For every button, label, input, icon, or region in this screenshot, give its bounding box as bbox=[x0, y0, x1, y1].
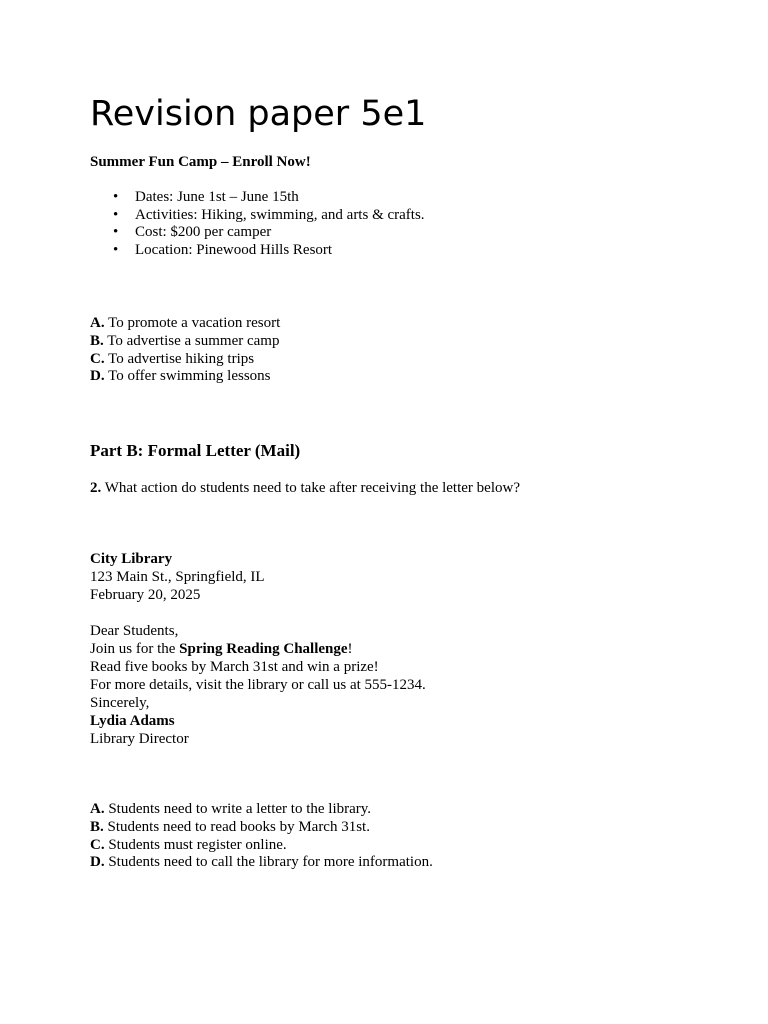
option-letter: A. bbox=[90, 315, 105, 331]
list-item bbox=[90, 242, 425, 260]
invitation-suffix: ! bbox=[347, 641, 353, 657]
answer-option-b bbox=[90, 819, 433, 837]
bullet-icon: • bbox=[113, 224, 119, 241]
answer-option-d bbox=[90, 854, 433, 872]
option-letter: D. bbox=[90, 368, 105, 385]
letter-spacer bbox=[90, 604, 426, 622]
question-number: 2. bbox=[90, 480, 102, 496]
letter-sender: City Library bbox=[90, 551, 173, 567]
bullet-icon: • bbox=[113, 206, 119, 223]
formal-letter bbox=[90, 550, 426, 748]
option-text: Students need to call the library for more information. bbox=[104, 854, 433, 871]
option-text: To promote a vacation resort bbox=[104, 315, 281, 331]
letter-address: 123 Main St., Springfield, IL bbox=[90, 569, 265, 585]
option-text: To offer swimming lessons bbox=[104, 368, 271, 385]
option-text: Students need to write a letter to the library. bbox=[104, 801, 372, 817]
option-text: Students need to read books by March 31st. bbox=[103, 818, 370, 835]
option-text: Students must register online. bbox=[104, 836, 287, 853]
letter-invitation bbox=[90, 640, 426, 658]
answer-option-d bbox=[90, 368, 280, 386]
answer-option-a bbox=[90, 801, 433, 819]
option-text: To advertise a summer camp bbox=[103, 332, 280, 349]
letter-greeting: Dear Students, bbox=[90, 623, 179, 639]
letter-closing: Sincerely, bbox=[90, 695, 150, 711]
answer-options-part-a bbox=[90, 315, 280, 386]
list-item bbox=[90, 189, 425, 207]
section-heading-part-b: Part B: Formal Letter (Mail) bbox=[90, 441, 301, 460]
option-letter: C. bbox=[90, 836, 105, 853]
list-item-text: Cost: $200 per camper bbox=[135, 224, 272, 241]
advert-heading: Summer Fun Camp – Enroll Now! bbox=[90, 154, 311, 170]
answer-option-a bbox=[90, 315, 280, 333]
list-item bbox=[90, 224, 425, 242]
list-item-text: Dates: June 1st – June 15th bbox=[135, 189, 299, 205]
option-letter: D. bbox=[90, 854, 105, 871]
page-title: Revision paper 5e1 bbox=[90, 94, 427, 134]
invitation-prefix: Join us for the bbox=[90, 641, 180, 657]
letter-signer-title: Library Director bbox=[90, 731, 189, 747]
letter-date: February 20, 2025 bbox=[90, 587, 201, 603]
letter-body-line: For more details, visit the library or call us at 555-1234. bbox=[90, 677, 426, 693]
bullet-icon: • bbox=[113, 242, 119, 259]
answer-options-part-b bbox=[90, 801, 433, 872]
list-item bbox=[90, 207, 425, 225]
advert-details-list bbox=[90, 189, 425, 260]
option-letter: A. bbox=[90, 801, 105, 817]
option-letter: B. bbox=[90, 332, 104, 349]
option-letter: C. bbox=[90, 350, 105, 367]
question-2 bbox=[90, 479, 520, 497]
option-text: To advertise hiking trips bbox=[104, 350, 255, 367]
answer-option-c bbox=[90, 837, 433, 855]
list-item-text: Activities: Hiking, swimming, and arts & crafts. bbox=[135, 206, 425, 223]
letter-signer-name: Lydia Adams bbox=[90, 713, 175, 729]
list-item-text: Location: Pinewood Hills Resort bbox=[135, 242, 333, 259]
answer-option-b bbox=[90, 333, 280, 351]
option-letter: B. bbox=[90, 818, 104, 835]
answer-option-c bbox=[90, 351, 280, 369]
letter-body-line: Read five books by March 31st and win a prize! bbox=[90, 659, 379, 675]
bullet-icon: • bbox=[113, 189, 119, 205]
question-text: What action do students need to take after receiving the letter below? bbox=[101, 480, 520, 496]
event-name: Spring Reading Challenge bbox=[179, 641, 348, 657]
